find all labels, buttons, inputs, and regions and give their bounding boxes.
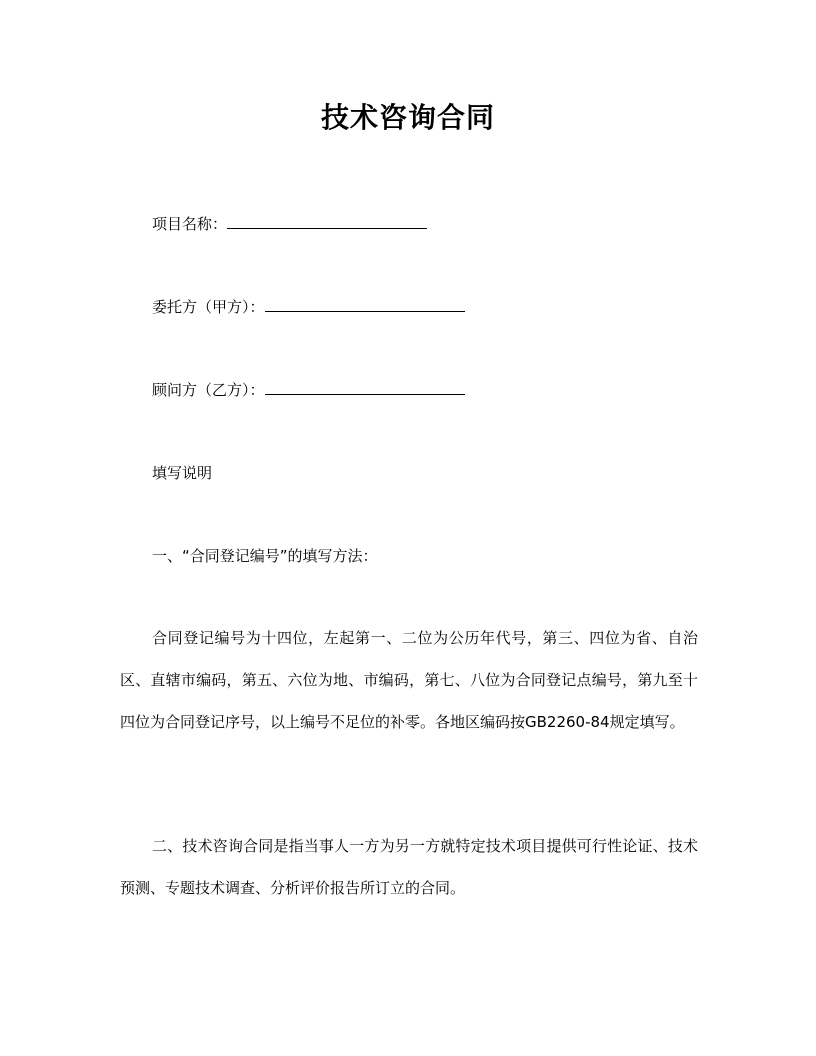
section-two-paragraph: 二、技术咨询合同是指当事人一方为另一方就特定技术项目提供可行性论证、技术预测、专题技术调查、分析评价报告所订立的合同。 bbox=[120, 837, 698, 897]
instructions-heading: 填写说明 bbox=[152, 464, 213, 482]
project-name-label: 项目名称： bbox=[152, 215, 228, 233]
consultant-label: 顾问方（乙方）： bbox=[152, 381, 265, 399]
project-name-blank-line[interactable] bbox=[227, 214, 427, 229]
document-title: 技术咨询合同 bbox=[320, 101, 495, 134]
consultant-blank-line[interactable] bbox=[265, 380, 465, 395]
client-blank-line[interactable] bbox=[265, 297, 465, 312]
consultant-field bbox=[152, 380, 465, 400]
section-one-paragraph: 合同登记编号为十四位，左起第一、二位为公历年代号，第三、四位为省、自治区、直辖市编码，第五、六位为地、市编码，第七、八位为合同登记点编号，第九至十四位为合同登记序号，以上编号不足位的补零。各地区编码按GB2260-84规定填写。 bbox=[120, 629, 698, 731]
section-one-heading: 一、“合同登记编号”的填写方法： bbox=[152, 547, 378, 565]
client-label: 委托方（甲方）： bbox=[152, 298, 265, 316]
client-field bbox=[152, 297, 465, 317]
project-name-field bbox=[152, 214, 427, 234]
